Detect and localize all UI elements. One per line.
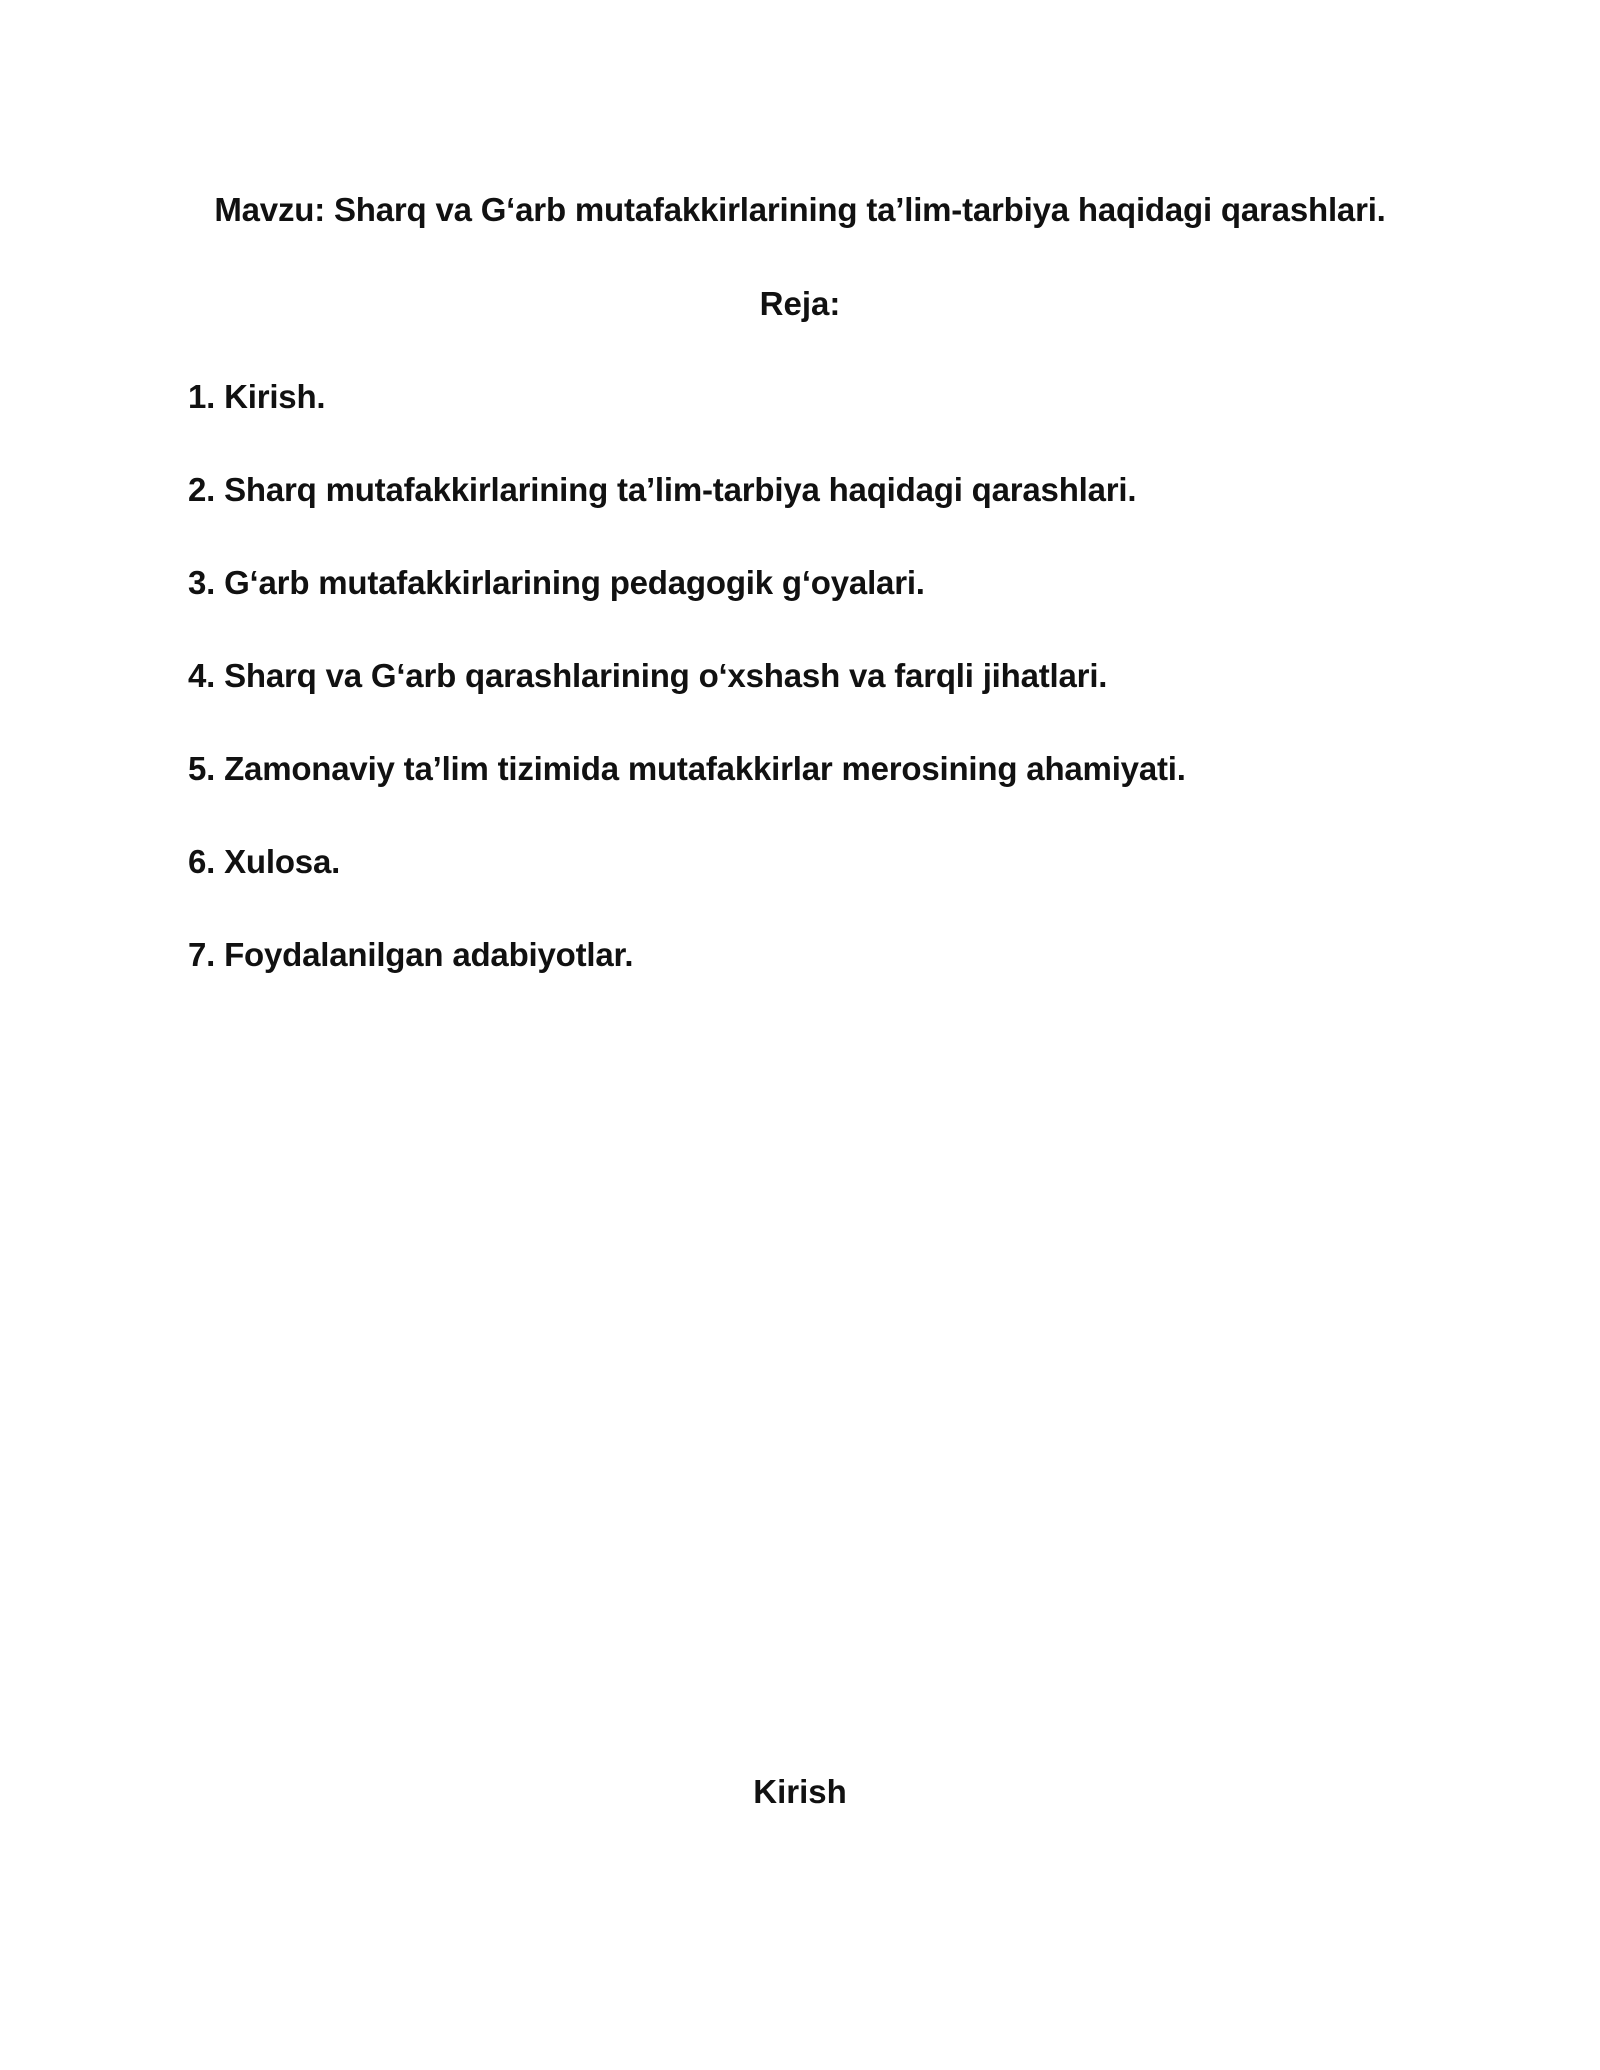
plan-item: 2. Sharq mutafakkirlarining ta’lim-tarbiya haqidagi qarashlari. [188, 471, 1137, 508]
plan-item: 6. Xulosa. [188, 843, 341, 880]
plan-item: 5. Zamonaviy ta’lim tizimida mutafakkirlar merosining ahamiyati. [188, 750, 1186, 787]
plan-heading: Reja: [759, 285, 841, 322]
plan-list [188, 373, 1438, 1024]
plan-item: 7. Foydalanilgan adabiyotlar. [188, 936, 634, 973]
plan-item: 4. Sharq va G‘arb qarashlarining o‘xshash va farqli jihatlari. [188, 657, 1108, 694]
document-title: Mavzu: Sharq va G‘arb mutafakkirlarining ta’lim-tarbiya haqidagi qarashlari. [214, 191, 1386, 228]
plan-item: 3. G‘arb mutafakkirlarining pedagogik g‘oyalari. [188, 564, 925, 601]
plan-item: 1. Kirish. [188, 378, 326, 415]
section-heading-introduction: Kirish [753, 1773, 847, 1810]
